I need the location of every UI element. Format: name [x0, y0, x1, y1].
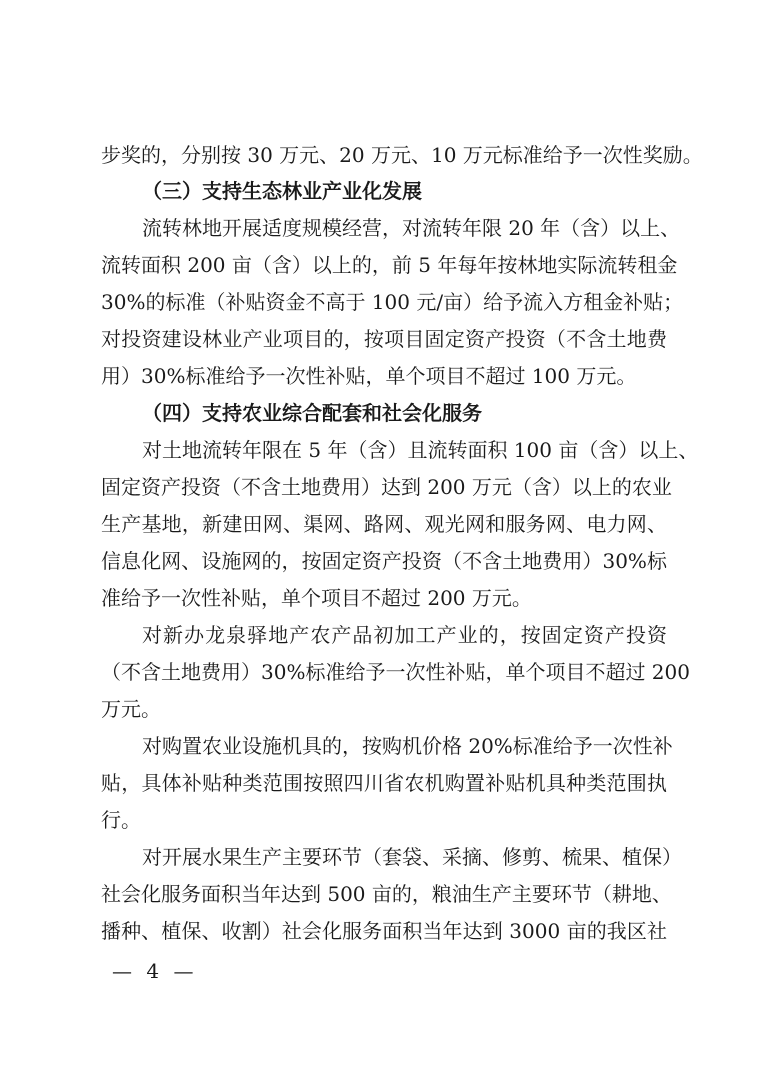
section-heading-4: （四）支持农业综合配套和社会化服务 — [142, 401, 482, 425]
text-line-11: 生产基地，新建田网、渠网、路网、观光网和服务网、电力网、 — [101, 512, 667, 536]
section-heading-3: （三）支持生态林业产业化发展 — [142, 179, 422, 203]
text-line-12: 信息化网、设施网的，按固定资产投资（不含土地费用）30%标 — [101, 549, 667, 573]
text-line-9: 对土地流转年限在 5 年（含）且流转面积 100 亩（含）以上、 — [142, 438, 699, 462]
text-line-1: 步奖的，分别按 30 万元、20 万元、10 万元标准给予一次性奖励。 — [101, 143, 703, 167]
text-line-13: 准给予一次性补贴，单个项目不超过 200 万元。 — [101, 586, 532, 610]
text-line-10: 固定资产投资（不含土地费用）达到 200 万元（含）以上的农业 — [101, 475, 672, 499]
text-line-4: 流转面积 200 亩（含）以上的，前 5 年每年按林地实际流转租金 — [101, 253, 678, 277]
text-line-15: （不含土地费用）30%标准给予一次性补贴，单个项目不超过 200 — [101, 660, 690, 684]
text-line-22: 播种、植保、收割）社会化服务面积当年达到 3000 亩的我区社 — [101, 919, 667, 943]
text-line-19: 行。 — [101, 808, 141, 832]
text-line-16: 万元。 — [101, 697, 161, 721]
text-line-3: 流转林地开展适度规模经营，对流转年限 20 年（含）以上、 — [142, 216, 681, 240]
page-number: — 4 — — [112, 959, 198, 983]
text-line-5: 30%的标准（补贴资金不高于 100 元/亩）给予流入方租金补贴； — [101, 290, 684, 314]
text-line-6: 对投资建设林业产业项目的，按项目固定资产投资（不含土地费 — [101, 327, 667, 351]
text-line-20: 对开展水果生产主要环节（套袋、采摘、修剪、梳果、植保） — [142, 845, 682, 869]
text-line-14: 对新办龙泉驿地产农产品初加工产业的，按固定资产投资 — [142, 623, 667, 647]
text-line-18: 贴，具体补贴种类范围按照四川省农机购置补贴机具种类范围执 — [101, 771, 667, 795]
text-line-21: 社会化服务面积当年达到 500 亩的，粮油生产主要环节（耕地、 — [101, 882, 672, 906]
text-line-7: 用）30%标准给予一次性补贴，单个项目不超过 100 万元。 — [101, 364, 637, 388]
text-line-17: 对购置农业设施机具的，按购机价格 20%标准给予一次性补 — [142, 734, 673, 758]
